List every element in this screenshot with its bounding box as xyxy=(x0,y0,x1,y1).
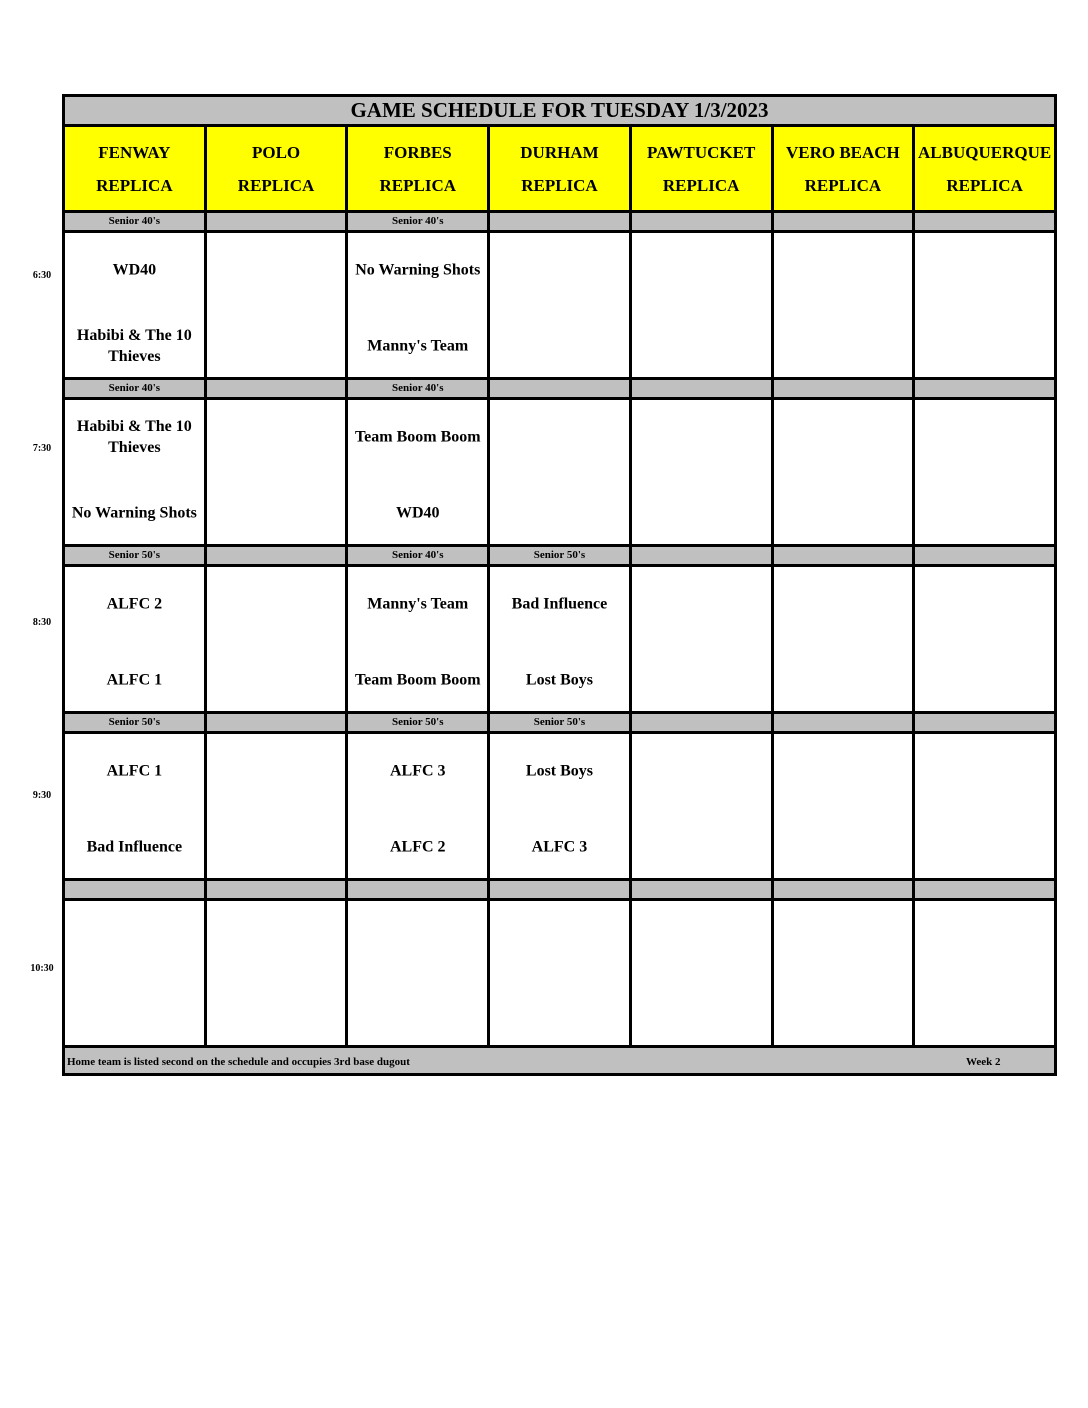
time-label: 9:30 xyxy=(32,790,52,801)
away-team: ALFC 3 xyxy=(389,762,446,780)
game-cell xyxy=(489,900,631,1047)
division-label: Senior 50's xyxy=(64,546,206,566)
division-label: Senior 50's xyxy=(64,713,206,733)
game-row xyxy=(64,733,1056,880)
game-cell xyxy=(914,399,1056,546)
division-label xyxy=(205,379,347,399)
division-label xyxy=(914,546,1056,566)
division-row xyxy=(64,212,1056,232)
game-cell xyxy=(630,733,772,880)
division-label xyxy=(205,546,347,566)
game-cell xyxy=(64,399,206,546)
game-cell xyxy=(914,900,1056,1047)
game-cell xyxy=(630,399,772,546)
field-header xyxy=(772,126,914,212)
week-label: Week 2 xyxy=(966,1056,1001,1068)
away-team: Lost Boys xyxy=(525,762,594,780)
field-subtitle: REPLICA xyxy=(237,175,315,195)
field-header-row xyxy=(64,126,1056,212)
field-header xyxy=(489,126,631,212)
home-team: Team Boom Boom xyxy=(354,671,481,689)
game-cell xyxy=(64,232,206,379)
game-cell xyxy=(347,232,489,379)
field-header xyxy=(64,126,206,212)
home-team: Manny's Team xyxy=(367,337,469,355)
away-team: ALFC 2 xyxy=(106,595,163,613)
game-cell xyxy=(914,733,1056,880)
game-cell xyxy=(772,900,914,1047)
field-header xyxy=(914,126,1056,212)
game-cell xyxy=(64,900,206,1047)
home-team: Bad Influence xyxy=(86,838,183,856)
field-subtitle: REPLICA xyxy=(804,175,882,195)
division-label xyxy=(914,379,1056,399)
division-label xyxy=(489,379,631,399)
division-label xyxy=(64,880,206,900)
field-subtitle: REPLICA xyxy=(379,175,457,195)
game-cell xyxy=(772,232,914,379)
game-cell xyxy=(630,232,772,379)
game-cell xyxy=(772,566,914,713)
field-header xyxy=(205,126,347,212)
title-row xyxy=(64,96,1056,126)
division-label xyxy=(630,546,772,566)
division-label xyxy=(489,880,631,900)
away-team: Team Boom Boom xyxy=(354,428,481,446)
division-label: Senior 40's xyxy=(64,379,206,399)
division-label xyxy=(489,212,631,232)
field-name: ALBUQUERQUE xyxy=(918,142,1052,162)
game-cell xyxy=(489,232,631,379)
division-label xyxy=(630,379,772,399)
field-subtitle: REPLICA xyxy=(96,175,173,195)
field-subtitle: REPLICA xyxy=(521,175,598,195)
home-team: Habibi & The 10 Thieves xyxy=(76,327,192,365)
home-team: ALFC 3 xyxy=(531,838,588,856)
division-row xyxy=(64,713,1056,733)
field-name: FENWAY xyxy=(98,142,171,162)
time-label: 8:30 xyxy=(32,617,52,628)
game-row xyxy=(64,232,1056,379)
game-cell xyxy=(914,232,1056,379)
game-cell xyxy=(772,733,914,880)
footer xyxy=(64,1047,1056,1075)
division-label: Senior 40's xyxy=(347,379,489,399)
division-label: Senior 40's xyxy=(347,212,489,232)
division-row xyxy=(64,880,1056,900)
field-name: VERO BEACH xyxy=(785,142,900,162)
division-label xyxy=(205,713,347,733)
division-label: Senior 50's xyxy=(489,713,631,733)
division-label xyxy=(772,379,914,399)
game-cell xyxy=(205,566,347,713)
division-label xyxy=(347,880,489,900)
game-cell xyxy=(347,733,489,880)
game-cell xyxy=(630,566,772,713)
division-label xyxy=(630,212,772,232)
field-name: DURHAM xyxy=(520,142,599,162)
division-label: Senior 50's xyxy=(347,713,489,733)
footer-note: Home team is listed second on the schedule and occupies 3rd base dugout xyxy=(67,1056,410,1068)
game-row xyxy=(64,566,1056,713)
field-subtitle: REPLICA xyxy=(946,175,1023,195)
field-name: POLO xyxy=(251,142,301,162)
field-header xyxy=(630,126,772,212)
game-cell xyxy=(205,900,347,1047)
division-label xyxy=(914,212,1056,232)
game-cell xyxy=(914,566,1056,713)
game-cell xyxy=(205,232,347,379)
division-label xyxy=(914,880,1056,900)
away-team: Manny's Team xyxy=(367,595,469,613)
home-team: Lost Boys xyxy=(525,671,594,689)
game-cell xyxy=(489,566,631,713)
game-cell xyxy=(489,733,631,880)
game-cell xyxy=(64,566,206,713)
field-name: PAWTUCKET xyxy=(647,142,756,162)
division-label: Senior 50's xyxy=(489,546,631,566)
division-row xyxy=(64,546,1056,566)
game-cell xyxy=(205,399,347,546)
division-label xyxy=(772,546,914,566)
game-cell xyxy=(347,399,489,546)
time-label: 10:30 xyxy=(30,963,54,974)
schedule-title: GAME SCHEDULE FOR TUESDAY 1/3/2023 xyxy=(64,96,1056,126)
game-row xyxy=(64,900,1056,1047)
away-team: WD40 xyxy=(112,261,157,279)
field-subtitle: REPLICA xyxy=(662,175,740,195)
time-label: 6:30 xyxy=(32,270,52,281)
footer-row xyxy=(64,1047,1056,1075)
division-label xyxy=(914,713,1056,733)
division-label xyxy=(205,212,347,232)
division-label: Senior 40's xyxy=(64,212,206,232)
schedule-table xyxy=(62,94,1057,1076)
division-label xyxy=(772,713,914,733)
home-team: WD40 xyxy=(395,504,440,522)
game-cell xyxy=(347,900,489,1047)
away-team: ALFC 1 xyxy=(106,762,163,780)
division-label xyxy=(772,880,914,900)
division-label xyxy=(630,713,772,733)
game-cell xyxy=(489,399,631,546)
game-cell xyxy=(347,566,489,713)
game-cell xyxy=(772,399,914,546)
game-row xyxy=(64,399,1056,546)
field-header xyxy=(347,126,489,212)
game-cell xyxy=(64,733,206,880)
game-cell xyxy=(205,733,347,880)
game-cell xyxy=(630,900,772,1047)
division-label xyxy=(205,880,347,900)
home-team: ALFC 1 xyxy=(106,671,163,689)
home-team: No Warning Shots xyxy=(71,504,197,522)
time-label: 7:30 xyxy=(32,443,52,454)
away-team: Bad Influence xyxy=(511,595,608,613)
field-name: FORBES xyxy=(383,142,452,162)
division-label xyxy=(630,880,772,900)
home-team: ALFC 2 xyxy=(389,838,446,856)
division-label xyxy=(772,212,914,232)
division-label: Senior 40's xyxy=(347,546,489,566)
away-team: No Warning Shots xyxy=(355,261,481,279)
division-row xyxy=(64,379,1056,399)
away-team: Habibi & The 10 Thieves xyxy=(76,418,192,456)
